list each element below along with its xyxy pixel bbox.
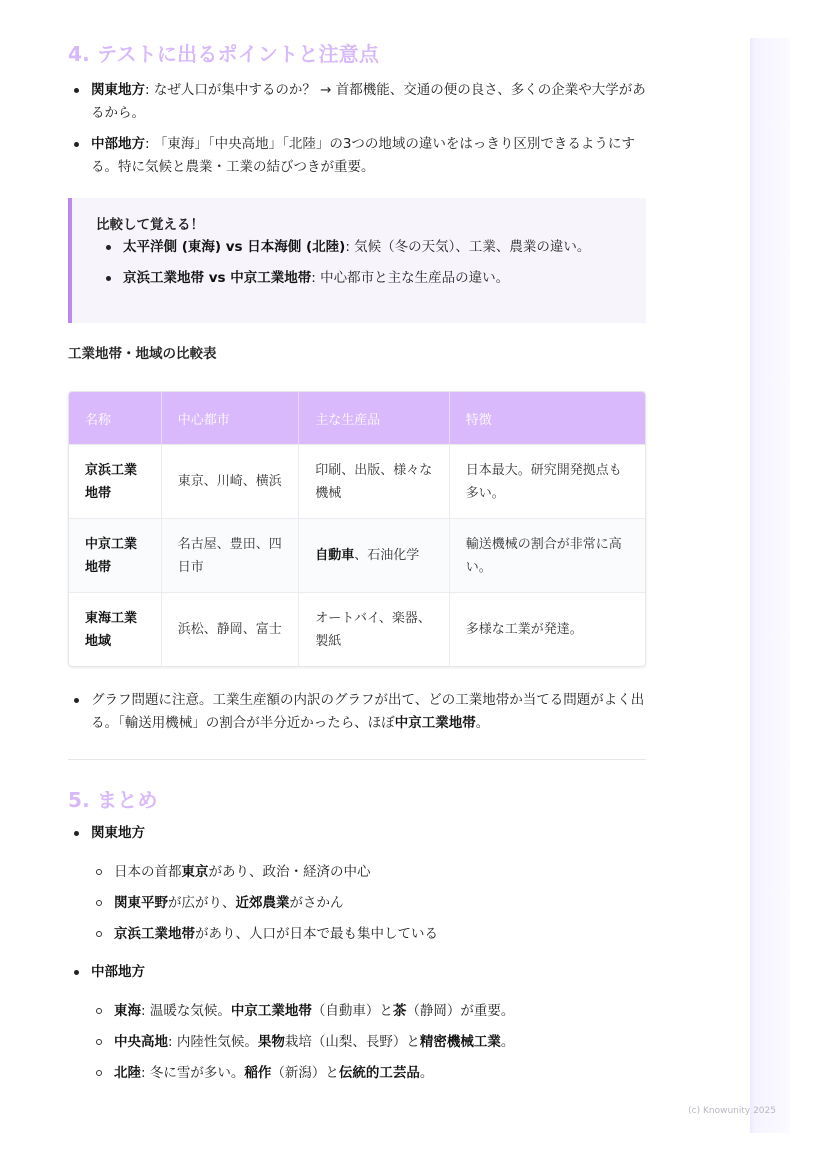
list-item: 日本の首都東京があり、政治・経済の中心 — [91, 861, 646, 884]
list-item: 関東地方 — [68, 822, 145, 845]
section-divider — [68, 759, 646, 760]
table-header-row — [69, 392, 645, 444]
list-item: 中部地方: 「東海」「中央高地」「北陸」の3つの地域の違いをはっきり区別できるようにする。特に気候と農業・工業の結びつきが重要。 — [68, 133, 646, 179]
table-cell: 東京、川崎、横浜 — [162, 444, 300, 518]
table-header-cell: 特徴 — [450, 392, 645, 444]
table-cell: オートバイ、楽器、製紙 — [299, 592, 449, 666]
table-row — [69, 518, 645, 592]
list-item: 太平洋側 (東海) vs 日本海側 (北陸): 気候（冬の天気）、工業、農業の違い。 — [100, 236, 640, 259]
page-side-strip — [750, 38, 790, 1133]
section4-heading: 4. テストに出るポイントと注意点 — [68, 42, 380, 66]
list-item: 北陸: 冬に雪が多い。稲作（新潟）と伝統的工芸品。 — [91, 1062, 646, 1085]
table-caption: 工業地帯・地域の比較表 — [68, 346, 217, 362]
table-cell: 京浜工業地帯 — [69, 444, 162, 518]
industrial-comparison-table — [68, 391, 646, 667]
list-item: 関東地方: なぜ人口が集中するのか？ → 首都機能、交通の便の良さ、多くの企業や大学があるから。 — [68, 79, 646, 125]
callout-title: 比較して覚える！ — [96, 217, 204, 233]
table-cell: 名古屋、豊田、四日市 — [162, 518, 300, 592]
table-header-cell: 名称 — [69, 392, 162, 444]
kanto-sublist — [91, 861, 646, 946]
section4-bullets — [68, 79, 646, 179]
table-cell: 輸送機械の割合が非常に高い。 — [450, 518, 645, 592]
list-item: 中部地方 — [68, 961, 145, 984]
list-item: 関東平野が広がり、近郊農業がさかん — [91, 892, 646, 915]
graph-note-list — [68, 689, 646, 735]
table-header-cell: 主な生産品 — [299, 392, 449, 444]
list-item: 京浜工業地帯 vs 中京工業地帯: 中心都市と主な生産品の違い。 — [100, 267, 640, 290]
table-cell: 多様な工業が発達。 — [450, 592, 645, 666]
compare-callout — [68, 198, 646, 323]
summary-chubu — [68, 961, 145, 984]
table-cell: 印刷、出版、様々な機械 — [299, 444, 449, 518]
table-cell: 東海工業地域 — [69, 592, 162, 666]
table-cell: 日本最大。研究開発拠点も多い。 — [450, 444, 645, 518]
table-cell: 中京工業地帯 — [69, 518, 162, 592]
callout-list — [100, 236, 640, 298]
summary-kanto — [68, 822, 145, 845]
table-row — [69, 592, 645, 666]
list-item: グラフ問題に注意。工業生産額の内訳のグラフが出て、どの工業地帯か当てる問題がよく出る。「輸送用機械」の割合が半分近かったら、ほぼ中京工業地帯。 — [68, 689, 646, 735]
list-item: 中央高地: 内陸性気候。果物栽培（山梨、長野）と精密機械工業。 — [91, 1031, 646, 1054]
list-item: 東海: 温暖な気候。中京工業地帯（自動車）と茶（静岡）が重要。 — [91, 1000, 646, 1023]
table-cell: 浜松、静岡、富士 — [162, 592, 300, 666]
table-row — [69, 444, 645, 518]
table-cell: 自動車、石油化学 — [299, 518, 449, 592]
chubu-sublist — [91, 1000, 646, 1085]
copyright-footer: (c) Knowunity 2025 — [688, 1106, 776, 1116]
list-item: 京浜工業地帯があり、人口が日本で最も集中している — [91, 923, 646, 946]
table-header-cell: 中心都市 — [162, 392, 300, 444]
section5-heading: 5. まとめ — [68, 788, 158, 812]
